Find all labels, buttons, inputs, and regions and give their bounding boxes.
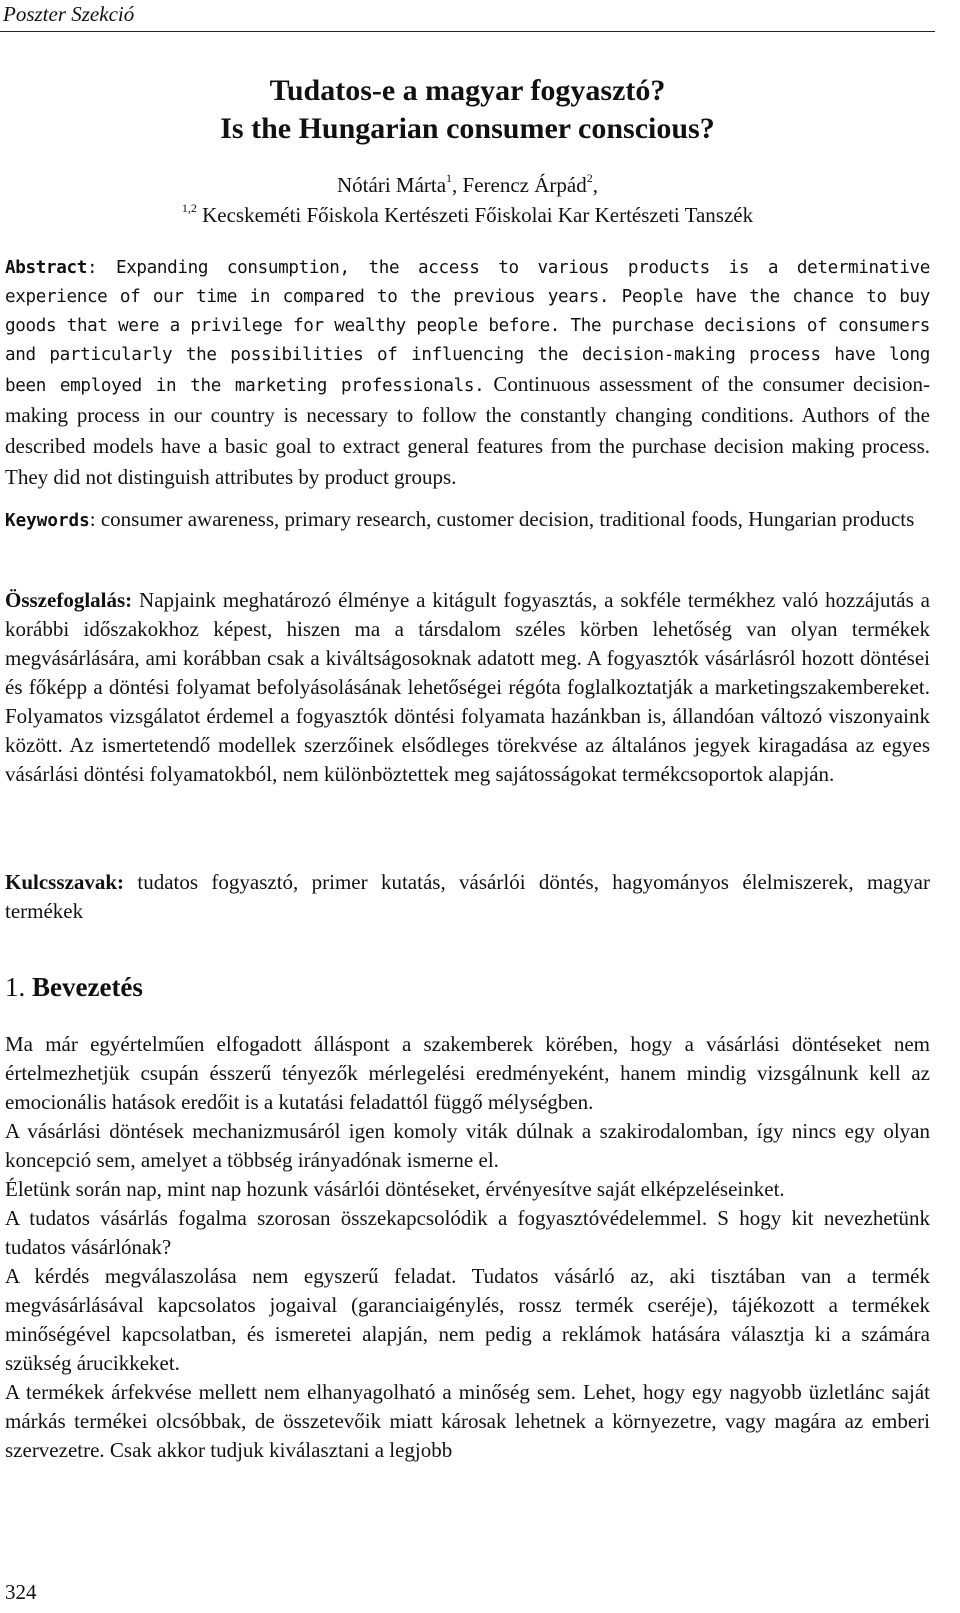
author-1-name: Nótári Márta (337, 173, 447, 197)
affiliation-mark: 1,2 (181, 201, 197, 215)
intro-paragraph: A kérdés megválaszolása nem egyszerű feladat. Tudatos vásárló az, aki tisztában van a termék megvásárlásával kapcsolatos jogaival (garanciaigénylés, rossz termék cseréje), tájékozott a termékek minőségével kapcsolatban, és ismeretei alapján, nem pedig a reklámok hatására választja ki a számára szükség árucikkeket. (5, 1264, 930, 1375)
summary-label: Összefoglalás: (5, 588, 133, 612)
summary-text: Napjaink meghatározó élménye a kitágult fogyasztás, a sokféle termékhez való hozzájutás a korábbi időszakokhoz képest, hiszen ma a társdalom széles körben lehetőség van olyan termékek megvásárlására, ami korábban csak a kiváltságosoknak adatott meg. A fogyasztók vásárlásról hozott döntései és főképp a döntési folyamat befolyásolásának lehetőségei régóta foglalkoztatják a marketingszakembereket. Folyamatos vizsgálatot érdemel a fogyasztók döntési folyamata hazánkban is, állandóan változó viszonyaink között. Az ismertetendő modellek szerzőinek elsődleges törekvése az általános jegyek kiragadása az egyes vásárlási döntési folyamatokból, nem különböztettek meg sajátosságokat termékcsoportok alapján. (5, 588, 930, 786)
author-2-affil-mark: 2 (586, 171, 593, 185)
kulcsszavak-label: Kulcsszavak: (5, 870, 125, 894)
section-heading (5, 972, 143, 1003)
hungarian-summary (5, 586, 930, 789)
intro-paragraph: Életünk során nap, mint nap hozunk vásárlói döntéseket, érvényesítve saját elképzeléseinket. (5, 1177, 785, 1201)
intro-paragraph: A vásárlási döntések mechanizmusáról igen komoly viták dúlnak a szakirodalomban, így nincs egy olyan koncepció sem, amelyet a többség irányadónak ismerne el. (5, 1119, 930, 1172)
section-number: 1. (5, 972, 26, 1002)
author-names (0, 170, 935, 200)
author-2-name: , Ferencz Árpád (452, 173, 587, 197)
keywords-text: : consumer awareness, primary research, customer decision, traditional foods, Hungarian products (89, 507, 915, 531)
author-1-affil-mark: 1 (446, 171, 453, 185)
author-affiliation (0, 200, 935, 230)
intro-paragraph: A termékek árfekvése mellett nem elhanyagolható a minőség sem. Lehet, hogy egy nagyobb üzletlánc saját márkás termékei olcsóbbak, de összetevőik miatt károsak lehetnek a környezetre, vagy magára az emberi szervezetre. Csak akkor tudjuk kiválasztani a legjobb (5, 1380, 930, 1462)
abstract-text-serif: Continuous assessment of the consumer decision-making process in our country is necessary to follow the constantly changing conditions. Authors of the described models have a basic goal to extract general features from the purchase decision making process. They did not distinguish attributes by product groups. (5, 372, 931, 489)
section-title: Bevezetés (32, 972, 143, 1002)
page-number: 324 (5, 1580, 37, 1604)
paper-title (0, 72, 935, 148)
kulcsszavak-text: tudatos fogyasztó, primer kutatás, vásárlói döntés, hagyományos élelmiszerek, magyar termékek (5, 870, 930, 923)
intro-paragraph: A tudatos vásárlás fogalma szorosan összekapcsolódik a fogyasztóvédelemmel. S hogy kit nevezhetünk tudatos vásárlónak? (5, 1206, 930, 1259)
author-block (0, 170, 935, 230)
author-names-end: , (592, 173, 598, 197)
intro-paragraph: Ma már egyértelműen elfogadott álláspont a szakemberek körében, hogy a vásárlási döntéseket nem értelmezhetjük csupán ésszerű tényezők mérlegelési eredményeként, hanem mindig vizsgálnunk kell az emocionális hatások eredőit is a kutatási feladattól függő mélységben. (5, 1032, 930, 1114)
abstract-label: Abstract (5, 258, 87, 278)
running-head: Poszter Szekció (3, 2, 135, 26)
introduction-body (5, 1030, 930, 1465)
hungarian-keywords (5, 868, 930, 926)
affiliation-text: Kecskeméti Főiskola Kertészeti Főiskolai Kar Kertészeti Tanszék (196, 203, 754, 227)
header-rule (0, 31, 935, 32)
title-english: Is the Hungarian consumer conscious? (220, 112, 715, 145)
keywords-label: Keywords (5, 511, 90, 531)
abstract-text-mono: : Expanding consumption, the access to various products is a determinative experience of our time in compared to the previous years. People have the chance to buy goods that were a privilege for wealthy people before. The purchase decisions of consumers and particularly the possibilities of influencing the decision-making process have long been employed in the marketing professionals. (5, 258, 930, 396)
keywords-paragraph (5, 505, 930, 536)
title-hungarian: Tudatos-e a magyar fogyasztó? (269, 74, 666, 107)
abstract-paragraph (5, 254, 930, 494)
